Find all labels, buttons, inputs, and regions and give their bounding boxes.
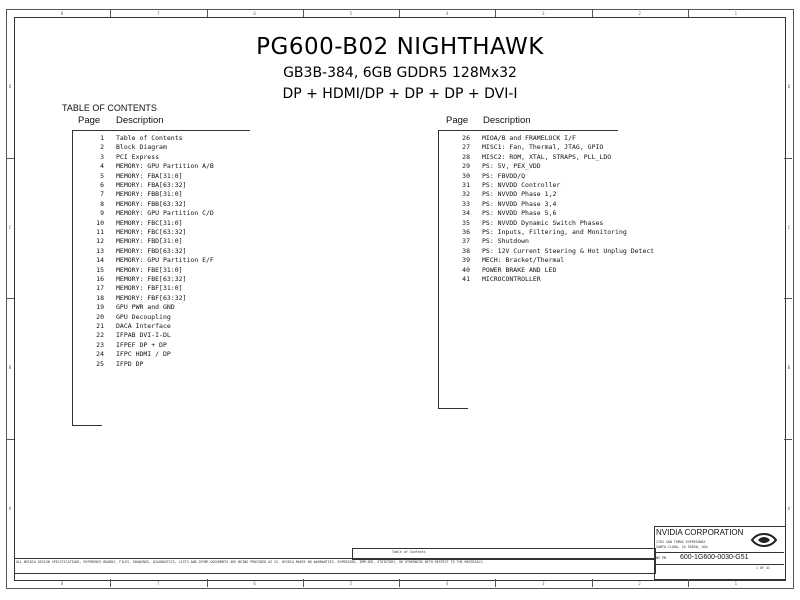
toc-entry (82, 237, 183, 246)
grid-column-divider (207, 9, 208, 17)
right-col-page-header: Page (446, 115, 469, 126)
toc-entry (82, 340, 167, 350)
toc-description: PS: Inputs, Filtering, and Monitoring (482, 228, 627, 236)
disclaimer-text: ALL NVIDIA DESIGN SPECIFICATIONS, REFERENCE BOARDS, FILES, DRAWINGS, DIAGNOSTICS, LISTS AND OTHER DOCUMENTS ARE BEING PROVIDED AS IS. NVIDIA MAKES NO WARRANTIES, EXPRESSED, IMPLIED, STATUTORY, OR OTHERWISE WITH RESPECT TO THE MATERIALS. (16, 560, 485, 564)
grid-column-label: 6 (253, 11, 256, 16)
toc-entry (82, 181, 187, 190)
toc-page-number: 19 (96, 303, 104, 312)
toc-entry (82, 359, 144, 369)
toc-description: PS: Shutdown (482, 237, 529, 246)
grid-column-label: 4 (445, 581, 449, 586)
company-name: NVIDIA CORPORATION (656, 528, 744, 537)
grid-column-label: 6 (253, 581, 256, 586)
grid-column-divider (592, 579, 593, 587)
left-col-page-header: Page (78, 115, 101, 126)
toc-description: MEMORY: GPU Partition C/D (116, 209, 214, 218)
company-address-1: 2701 SAN TOMAS EXPRESSWAY (656, 540, 706, 544)
toc-entry (82, 256, 214, 265)
toc-page-number: 21 (96, 322, 104, 330)
right-header-rule (438, 130, 618, 131)
grid-column-label: 8 (60, 11, 64, 16)
toc-entry (82, 293, 187, 303)
grid-column-divider (303, 9, 304, 17)
grid-column-label: 1 (734, 11, 738, 16)
grid-row-divider (6, 158, 14, 159)
toc-page-number: 31 (462, 181, 470, 189)
toc-page-number: 37 (462, 237, 470, 246)
toc-description: MEMORY: GPU Partition A/B (116, 162, 214, 171)
toc-heading: TABLE OF CONTENTS (62, 103, 157, 113)
toc-page-number: 5 (100, 171, 104, 180)
toc-entry (82, 312, 171, 322)
toc-description: Table of Contents (116, 134, 183, 142)
left-header-rule (72, 130, 250, 131)
toc-description: MEMORY: FBB[63:32] (116, 199, 187, 208)
grid-row-label: C (787, 224, 791, 230)
grid-column-divider (110, 579, 111, 587)
sheet-number: 1 OF 41 (756, 566, 770, 570)
toc-entry (448, 162, 541, 171)
grid-row-label: A (787, 505, 791, 511)
toc-description: MEMORY: GPU Partition E/F (116, 256, 214, 265)
toc-description: MEMORY: FBD[31:0] (116, 237, 183, 246)
right-col-border (438, 130, 439, 408)
grid-column-divider (399, 579, 400, 587)
toc-entry (448, 199, 557, 209)
toc-entry (82, 322, 171, 331)
title-block-divider-2 (654, 564, 784, 565)
toc-description: MISC2: ROM, XTAL, STRAPS, PLL_LDO (482, 152, 612, 161)
toc-page-number: 24 (96, 350, 104, 359)
toc-entry (448, 171, 526, 181)
toc-entry (448, 237, 529, 246)
left-col-border (72, 130, 73, 425)
grid-column-divider (303, 579, 304, 587)
board-subtitle: GB3B-384, 6GB GDDR5 128Mx32 (283, 65, 517, 81)
left-bottom-rule (72, 425, 102, 426)
grid-column-label: 2 (638, 11, 641, 16)
toc-description: MEMORY: FBF[31:0] (116, 284, 183, 293)
grid-column-divider (399, 9, 400, 17)
toc-entry (82, 265, 183, 275)
doc-label: NV PN (656, 556, 666, 560)
grid-column-divider (592, 9, 593, 17)
toc-page-number: 18 (96, 293, 104, 302)
toc-entry (82, 152, 160, 162)
toc-page-number: 38 (462, 246, 470, 255)
toc-description: PS: NVVDD Phase 1,2 (482, 190, 557, 199)
toc-entry (448, 275, 541, 284)
toc-description: PS: 12V Current Steering & Hot Unplug Detect (482, 246, 655, 255)
toc-entry (82, 190, 183, 199)
toc-page-number: 15 (96, 265, 104, 274)
toc-entry (82, 218, 183, 228)
grid-column-divider (495, 9, 496, 17)
toc-page-number: 11 (96, 228, 104, 236)
toc-page-number: 9 (100, 209, 104, 218)
grid-column-label: 1 (734, 581, 738, 586)
grid-row-label: B (787, 365, 791, 371)
toc-page-number: 35 (462, 218, 470, 227)
grid-column-label: 8 (60, 581, 64, 586)
grid-row-label: D (8, 84, 12, 90)
right-bottom-rule (438, 408, 468, 409)
toc-entry (82, 331, 171, 340)
toc-page-number: 34 (462, 209, 470, 218)
toc-page-number: 10 (96, 218, 104, 227)
grid-row-label: C (8, 224, 12, 230)
toc-page-number: 26 (462, 134, 470, 142)
toc-page-number: 36 (462, 228, 470, 236)
grid-row-divider (784, 158, 792, 159)
toc-entry (82, 246, 187, 256)
toc-entry (448, 218, 604, 228)
toc-entry (82, 199, 187, 209)
document-number: 600-1G600-0030-G51 (680, 554, 749, 561)
toc-description: IFPD DP (116, 359, 144, 368)
toc-entry (82, 162, 214, 171)
toc-page-number: 8 (100, 199, 104, 208)
toc-entry (82, 350, 171, 359)
toc-description: MEMORY: FBE[31:0] (116, 265, 183, 274)
grid-column-divider (688, 579, 689, 587)
toc-description: MEMORY: FBD[63:32] (116, 246, 187, 255)
grid-column-label: 7 (157, 11, 160, 16)
toc-description: PCI Express (116, 152, 160, 161)
toc-description: GPU Decoupling (116, 312, 171, 321)
toc-page-number: 27 (462, 143, 470, 152)
toc-entry (82, 143, 167, 152)
toc-entry (448, 256, 565, 265)
toc-page-number: 6 (100, 181, 104, 189)
toc-entry (82, 134, 183, 143)
grid-row-divider (784, 298, 792, 299)
toc-description: MICROCONTROLLER (482, 275, 541, 283)
toc-description: IFPEF DP + DP (116, 340, 167, 349)
toc-description: PS: 5V, PEX_VDD (482, 162, 541, 171)
board-title: PG600-B02 NIGHTHAWK (256, 34, 544, 60)
grid-column-label: 5 (349, 581, 353, 586)
toc-description: MEMORY: FBA[31:0] (116, 171, 183, 180)
toc-page-number: 28 (462, 152, 470, 161)
title-block-divider (654, 552, 784, 553)
toc-page-number: 12 (96, 237, 104, 246)
right-col-desc-header: Description (483, 115, 531, 126)
grid-column-divider (110, 9, 111, 17)
grid-column-label: 3 (542, 581, 545, 586)
page-label-text: Table of Contents (392, 550, 426, 554)
toc-entry (448, 246, 655, 256)
toc-entry (82, 171, 183, 181)
grid-row-divider (6, 298, 14, 299)
toc-entry (448, 190, 557, 199)
nvidia-logo-icon (748, 530, 780, 550)
toc-page-number: 2 (100, 143, 104, 152)
toc-page-number: 13 (96, 246, 104, 255)
grid-row-label: A (8, 505, 12, 511)
toc-entry (448, 265, 557, 275)
toc-description: DACA Interface (116, 322, 171, 330)
company-address-2: SANTA CLARA, CA 95050, USA (656, 545, 708, 549)
toc-entry (448, 228, 627, 237)
board-outputs: DP + HDMI/DP + DP + DP + DVI-I (282, 86, 518, 102)
toc-page-number: 20 (96, 312, 104, 321)
grid-column-label: 5 (349, 11, 353, 16)
toc-entry (82, 303, 175, 312)
toc-page-number: 3 (100, 152, 104, 161)
toc-page-number: 41 (462, 275, 470, 283)
toc-entry (448, 134, 576, 143)
toc-entry (82, 284, 183, 293)
toc-description: MEMORY: FBE[63:32] (116, 275, 187, 283)
grid-column-label: 4 (445, 11, 449, 16)
toc-page-number: 32 (462, 190, 470, 199)
toc-description: GPU PWR and GND (116, 303, 175, 312)
grid-column-label: 7 (157, 581, 160, 586)
toc-page-number: 40 (462, 265, 470, 274)
toc-page-number: 30 (462, 171, 470, 180)
grid-row-label: B (8, 365, 12, 371)
toc-entry (82, 228, 187, 237)
toc-description: PS: NVVDD Controller (482, 181, 561, 189)
left-col-desc-header: Description (116, 115, 164, 126)
toc-page-number: 17 (96, 284, 104, 293)
toc-page-number: 29 (462, 162, 470, 171)
toc-description: MISC1: Fan, Thermal, JTAG, GPIO (482, 143, 604, 152)
toc-description: MEMORY: FBF[63:32] (116, 293, 187, 302)
toc-description: IFPAB DVI-I-DL (116, 331, 171, 340)
toc-page-number: 7 (100, 190, 104, 199)
grid-column-label: 2 (638, 581, 641, 586)
toc-page-number: 4 (100, 162, 104, 171)
toc-entry (82, 275, 187, 284)
toc-description: MEMORY: FBC[63:32] (116, 228, 187, 236)
toc-entry (448, 143, 604, 152)
toc-page-number: 22 (96, 331, 104, 340)
toc-page-number: 14 (96, 256, 104, 265)
toc-entry (448, 209, 557, 218)
toc-description: PS: NVVDD Dynamic Switch Phases (482, 218, 604, 227)
toc-page-number: 1 (100, 134, 104, 142)
grid-row-divider (6, 439, 14, 440)
toc-description: Block Diagram (116, 143, 167, 152)
grid-column-label: 3 (542, 11, 545, 16)
toc-description: MIOA/B and FRAMELOCK I/F (482, 134, 576, 142)
toc-page-number: 39 (462, 256, 470, 265)
grid-column-divider (207, 579, 208, 587)
toc-page-number: 25 (96, 359, 104, 368)
toc-page-number: 33 (462, 199, 470, 208)
toc-page-number: 16 (96, 275, 104, 283)
toc-description: MECH: Bracket/Thermal (482, 256, 565, 265)
grid-column-divider (688, 9, 689, 17)
toc-page-number: 23 (96, 340, 104, 349)
grid-row-divider (784, 439, 792, 440)
toc-description: PS: NVVDD Phase 5,6 (482, 209, 557, 218)
toc-description: PS: FBVDD/Q (482, 171, 526, 180)
toc-entry (82, 209, 214, 218)
toc-description: MEMORY: FBB[31:0] (116, 190, 183, 199)
grid-row-label: D (787, 84, 791, 90)
toc-description: PS: NVVDD Phase 3,4 (482, 199, 557, 208)
toc-entry (448, 181, 561, 190)
grid-column-divider (495, 579, 496, 587)
toc-description: IFPC HDMI / DP (116, 350, 171, 359)
toc-description: POWER BRAKE AND LED (482, 265, 557, 274)
toc-description: MEMORY: FBC[31:0] (116, 218, 183, 227)
toc-description: MEMORY: FBA[63:32] (116, 181, 187, 189)
toc-entry (448, 152, 612, 162)
